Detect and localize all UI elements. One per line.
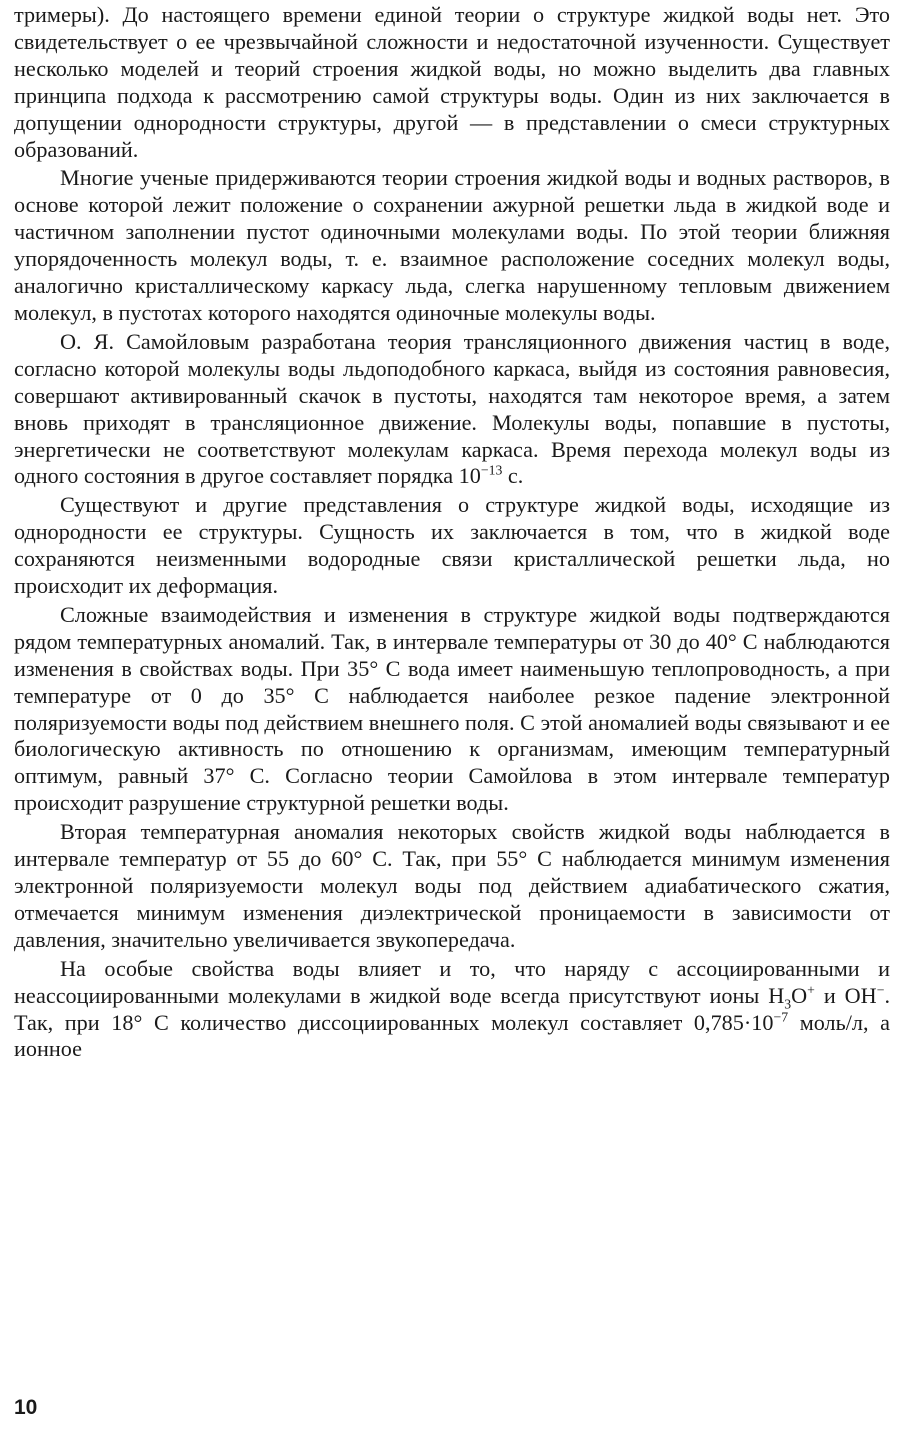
paragraph-ice-lattice-theory: Многие ученые придерживаются теории строения жидкой воды и водных растворов, в основе которой лежит положение о сохранении ажурной решетки льда в жидкой воде и частичном заполнении пустот одиночными молекулами воды. По этой теории ближняя упорядоченность молекул воды, т. е. взаимное расположение соседних молекул воды, аналогично кристаллическому каркасу льда, слегка нарушенному тепловым движением молекул, в пустотах которого находятся одиночные молекулы воды. bbox=[14, 165, 890, 325]
subscript: 3 bbox=[784, 996, 792, 1012]
document-page bbox=[14, 2, 890, 1063]
paragraph-ions: На особые свойства воды влияет и то, что наряду с ассоциированными и неассоциированными молекулами в жидкой воде всегда присутствуют ионы $H_3O^+$ и OH−. Так, при 18° С количество диссоциированных молекул составляет $0,785\cdot 10^{-7}$ моль/л, а ионное bbox=[14, 955, 890, 1062]
paragraph-second-anomaly: Вторая температурная аномалия некоторых свойств жидкой воды наблюдается в интервале температур от 55 до 60° С. Так, при 55° С наблюдается минимум изменения электронной поляризуемости молекул воды под действием адиабатического сжатия, отмечается минимум изменения диэлектрической проницаемости в зависимости от давления, значительно увеличивается звукопередача. bbox=[14, 819, 890, 952]
paragraph-samoilov-theory: О. Я. Самойловым разработана теория трансляционного движения частиц в воде, согласно которой молекулы воды льдоподобного каркаса, выйдя из состояния равновесия, совершают активированный скачок в пустоты, находятся там некоторое время, а затем вновь приходят в трансляционное движение. Молекулы воды, попавшие в пустоты, энергетически не соответствуют молекулам каркаса. Время перехода молекул воды из одного состояния в другое составляет порядка $10^{-13}$ с. bbox=[14, 328, 890, 489]
exponent: −13 bbox=[480, 463, 503, 479]
superscript: + bbox=[807, 982, 815, 998]
page-number: 10 bbox=[14, 1396, 38, 1419]
exponent: −7 bbox=[773, 1009, 789, 1025]
paragraph-continuation: тримеры). До настоящего времени единой теории о структуре жидкой воды нет. Это свидетельствует о ее чрезвычайной сложности и недостаточной изученности. Существует несколько моделей и теорий строения жидкой воды, но можно выделить два главных принципа подхода к рассмотрению самой структуры воды. Один из них заключается в допущении однородности структуры, другой — в представлении о смеси структурных образований. bbox=[14, 2, 890, 162]
paragraph-temperature-anomalies: Сложные взаимодействия и изменения в структуре жидкой воды подтверждаются рядом температурных аномалий. Так, в интервале температуры от 30 до 40° С наблюдаются изменения в свойствах воды. При 35° С вода имеет наименьшую теплопроводность, а при температуре от 0 до 35° С наблюдается наиболее резкое падение электронной поляризуемости воды под действием внешнего поля. С этой аномалией воды связывают и ее биологическую активность по отношению к организмам, имеющим температурный оптимум, равный 37° С. Согласно теории Самойлова в этом интервале температур происходит разрушение структурной решетки воды. bbox=[14, 601, 890, 816]
superscript: − bbox=[876, 982, 885, 998]
paragraph-homogeneity-theory: Существуют и другие представления о структуре жидкой воды, исходящие из однородности ее структуры. Сущность их заключается в том, что в жидкой воде сохраняются неизменными водородные связи кристаллической решетки льда, но происходит их деформация. bbox=[14, 492, 890, 599]
